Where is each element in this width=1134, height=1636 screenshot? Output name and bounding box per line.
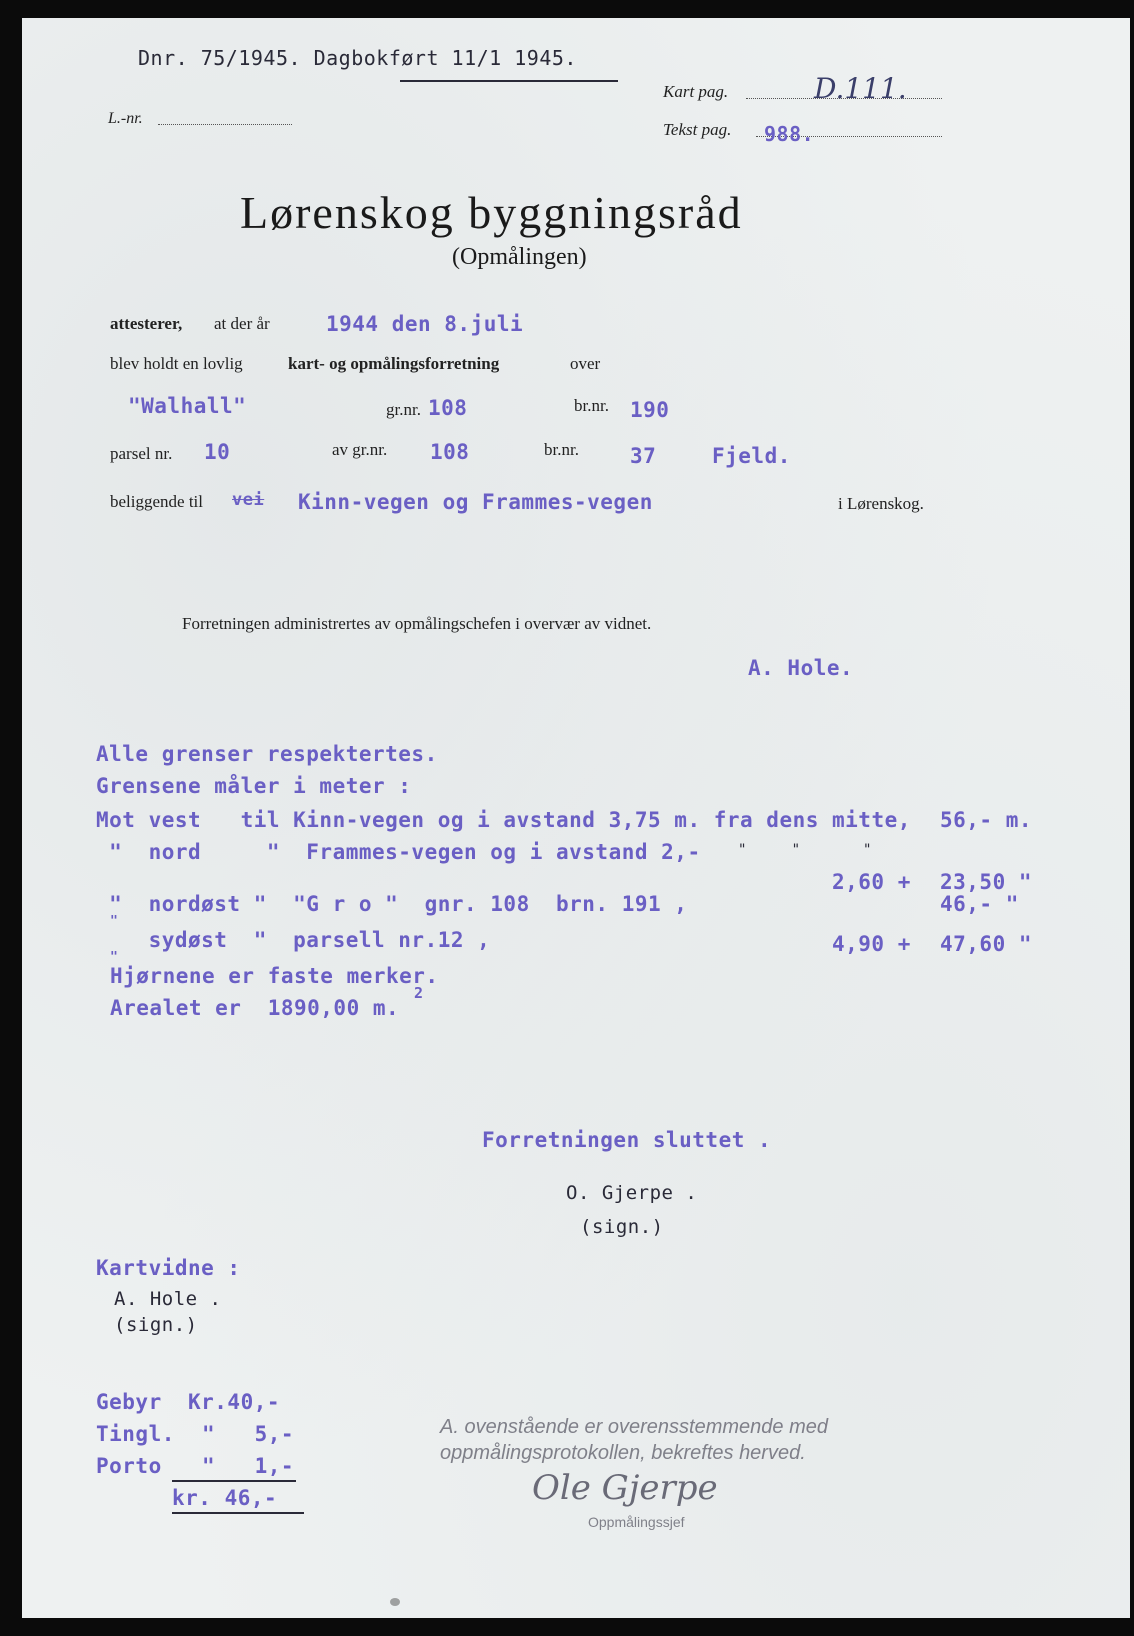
boundary-row-extra-quote: " <box>110 950 119 965</box>
kart-pag-value: D.111. <box>814 72 907 105</box>
journal-number-line: Dnr. 75/1945. Dagbokført 11/1 1945. <box>138 46 577 70</box>
i-lorenskog-label: i Lørenskog. <box>838 494 924 513</box>
kartvidne-sign: (sign.) <box>114 1314 198 1336</box>
tekst-pag-value: 988. <box>764 122 815 146</box>
attesterer-label: attesterer, <box>110 314 183 333</box>
corners-line: Hjørnene er faste merker. <box>110 964 439 988</box>
fee-porto-label: Porto <box>96 1454 162 1478</box>
av-brnr-label: br.nr. <box>544 440 579 459</box>
boundary-row-north: " nord " Frammes-vegen og i avstand 2,- <box>96 840 701 864</box>
fee-total-value: kr. 46,- <box>172 1486 278 1510</box>
boundary-row-southeast-values-b: 47,60 " <box>940 932 1033 956</box>
document-page <box>22 18 1130 1618</box>
boundary-row-northeast: " nordøst " "G r o " gnr. 108 brn. 191 , <box>96 892 688 916</box>
boundary-row-northeast-length: 46,- " <box>940 892 1019 916</box>
owner-value: Fjeld. <box>712 444 791 468</box>
boundary-row-north-values-a: 2,60 + <box>832 870 911 894</box>
fee-gebyr-value: Kr.40,- <box>188 1390 281 1414</box>
fee-porto-value: " 1,- <box>202 1454 295 1478</box>
fee-total-rule <box>172 1512 304 1514</box>
witness-name: A. Hole. <box>748 656 854 680</box>
kartvidne-label: Kartvidne : <box>96 1256 241 1280</box>
administered-text: Forretningen administrertes av opmålingschefen i overvær av vidnet. <box>182 614 652 633</box>
fee-tingl-value: " 5,- <box>202 1422 295 1446</box>
tekst-pag-label: Tekst pag. <box>663 120 732 139</box>
beliggende-label: beliggende til <box>110 492 204 511</box>
lnr-dotted-line <box>158 124 292 125</box>
blev-text-2: over <box>570 354 601 373</box>
brnr-label: br.nr. <box>574 396 609 415</box>
boundary-row-north-ditto-marks: " " " <box>738 842 872 858</box>
boundary-row-west-length: 56,- m. <box>940 808 1033 832</box>
parsel-label: parsel nr. <box>110 444 173 463</box>
date-value: 1944 den 8.juli <box>326 312 524 336</box>
header-rule <box>400 80 618 82</box>
beliggende-struck-word: vei <box>232 490 265 510</box>
av-grnr-label: av gr.nr. <box>332 440 388 459</box>
parsel-value: 10 <box>204 440 231 464</box>
area-line: Arealet er 1890,00 m. <box>110 996 400 1020</box>
certification-stamp-line-2: oppmålingsprotokollen, bekreftes herved. <box>440 1442 806 1464</box>
boundary-row-north-values-b: 23,50 " <box>940 870 1033 894</box>
certification-stamp-line-1: A. ovenstående er overensstemmende med <box>440 1416 828 1438</box>
fee-sum-rule <box>172 1480 296 1482</box>
grnr-label: gr.nr. <box>386 400 421 419</box>
boundary-row-southeast-quote: " <box>110 914 119 929</box>
av-brnr-value: 37 <box>630 444 657 468</box>
av-grnr-value: 108 <box>430 440 470 464</box>
closing-signer: O. Gjerpe . <box>566 1182 698 1204</box>
paper-blemish <box>390 1598 400 1606</box>
page-subtitle: (Opmålingen) <box>452 244 587 270</box>
certification-signature: Ole Gjerpe <box>532 1468 718 1508</box>
closing-signer-sign: (sign.) <box>580 1216 664 1238</box>
certification-stamp-title: Oppmålingssjef <box>588 1514 685 1530</box>
boundaries-line-1: Alle grenser respektertes. <box>96 742 438 766</box>
kart-pag-label: Kart pag. <box>663 82 729 101</box>
grnr-value: 108 <box>428 396 468 420</box>
fee-tingl-label: Tingl. <box>96 1422 175 1446</box>
boundaries-line-2: Grensene måler i meter : <box>96 774 412 798</box>
kartvidne-name: A. Hole . <box>114 1288 222 1310</box>
property-name-value: "Walhall" <box>128 394 247 418</box>
boundary-row-southeast-values-a: 4,90 + <box>832 932 911 956</box>
closing-sluttet: Forretningen sluttet . <box>482 1128 772 1152</box>
location-value: Kinn-vegen og Frammes-vegen <box>298 490 653 514</box>
fee-gebyr-label: Gebyr <box>96 1390 162 1414</box>
boundary-row-southeast: sydøst " parsell nr.12 , <box>96 928 491 952</box>
blev-text-1: blev holdt en lovlig <box>110 354 243 373</box>
page-title: Lørenskog byggningsråd <box>240 187 743 238</box>
blev-text-bold: kart- og opmålingsforretning <box>288 354 500 373</box>
at-der-label: at der år <box>214 314 270 333</box>
brnr-value: 190 <box>630 398 670 422</box>
boundary-row-west: Mot vest til Kinn-vegen og i avstand 3,75 m. fra dens mitte, <box>96 808 911 832</box>
area-superscript: 2 <box>414 984 424 1002</box>
lnr-label: L.-nr. <box>108 110 143 127</box>
